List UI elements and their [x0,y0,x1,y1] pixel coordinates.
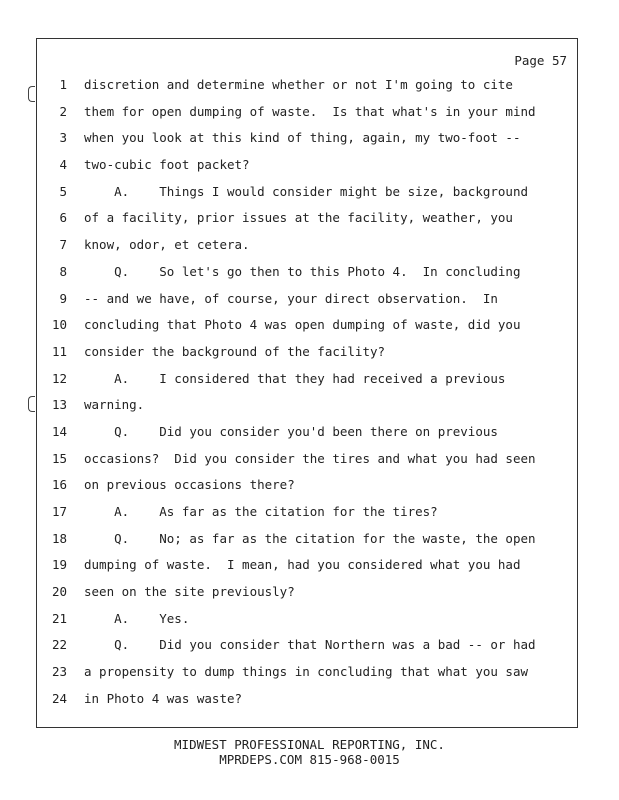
transcript-line [37,531,577,558]
line-number: 21 [51,610,67,626]
line-text: Q. Did you consider that Northern was a bad -- or had [84,637,536,653]
line-text: A. Things I would consider might be size, background [84,183,529,199]
line-text: of a facility, prior issues at the facility, weather, you [84,210,513,226]
transcript-line [37,477,577,504]
line-text: A. I considered that they had received a previous [84,370,506,386]
transcript-line [37,237,577,264]
line-text: two-cubic foot packet? [84,157,250,173]
line-text: -- and we have, of course, your direct observation. In [84,290,498,306]
line-text: Q. Did you consider you'd been there on previous [84,423,498,439]
transcript-line [37,344,577,371]
line-number: 14 [51,423,67,439]
line-number: 7 [59,237,67,253]
transcript-line [37,371,577,398]
line-text: A. As far as the citation for the tires? [84,504,438,519]
line-number: 3 [59,130,67,146]
line-number: 23 [51,664,67,680]
transcript-line [37,637,577,664]
transcript-line [37,317,577,344]
line-number: 22 [51,637,67,653]
line-number: 10 [51,317,67,333]
line-number: 11 [51,343,67,359]
line-number: 16 [51,477,67,493]
line-text: concluding that Photo 4 was open dumping of waste, did you [84,317,521,333]
line-number: 4 [59,157,67,173]
footer-contact: MPRDEPS.COM 815-968-0015 [219,752,400,767]
binding-mark [28,86,35,102]
footer [0,737,619,767]
line-number: 8 [59,263,67,279]
line-number: 6 [59,210,67,226]
footer-company: MIDWEST PROFESSIONAL REPORTING, INC. [174,737,445,752]
transcript-line [37,291,577,318]
transcript-line [37,584,577,611]
line-number: 12 [51,370,67,386]
transcript-line [37,557,577,584]
line-number: 1 [59,77,67,92]
line-text: seen on the site previously? [84,584,295,600]
line-text: warning. [84,397,145,413]
transcript-line [37,664,577,691]
line-text: them for open dumping of waste. Is that what's in your mind [84,103,536,119]
line-text: occasions? Did you consider the tires and what you had seen [84,450,536,466]
binding-mark [28,396,35,412]
line-text: Q. So let's go then to this Photo 4. In concluding [84,263,521,279]
transcript-line [37,157,577,184]
line-text: consider the background of the facility? [84,343,386,359]
line-text: dumping of waste. I mean, had you considered what you had [84,557,521,573]
line-number: 20 [51,584,67,600]
line-number: 2 [59,103,67,119]
transcript-line [37,424,577,451]
transcript-line [37,397,577,424]
line-number: 19 [51,557,67,573]
transcript-line [37,77,577,104]
line-text: on previous occasions there? [84,477,295,493]
transcript-line [37,504,577,531]
line-number: 9 [59,290,67,306]
transcript-line [37,611,577,638]
transcript-line [37,691,577,718]
transcript-line [37,264,577,291]
transcript-line [37,130,577,157]
transcript-line [37,104,577,131]
line-text: A. Yes. [84,610,190,626]
page-number: Page 57 [514,53,567,68]
line-number: 15 [51,450,67,466]
transcript-page-frame [36,38,578,728]
line-text: Q. No; as far as the citation for the waste, the open [84,530,536,546]
line-number: 24 [51,690,67,706]
transcript-line [37,451,577,478]
line-text: in Photo 4 was waste? [84,690,243,706]
line-text: discretion and determine whether or not I'm going to cite [84,77,513,92]
line-number: 5 [59,183,67,199]
line-text: know, odor, et cetera. [84,237,250,253]
transcript-line [37,210,577,237]
transcript-line [37,184,577,211]
line-number: 17 [51,504,67,519]
line-number: 13 [51,397,67,413]
line-text: a propensity to dump things in concluding that what you saw [84,664,529,680]
line-number: 18 [51,530,67,546]
line-text: when you look at this kind of thing, again, my two-foot -- [84,130,521,146]
transcript-lines [37,77,577,718]
